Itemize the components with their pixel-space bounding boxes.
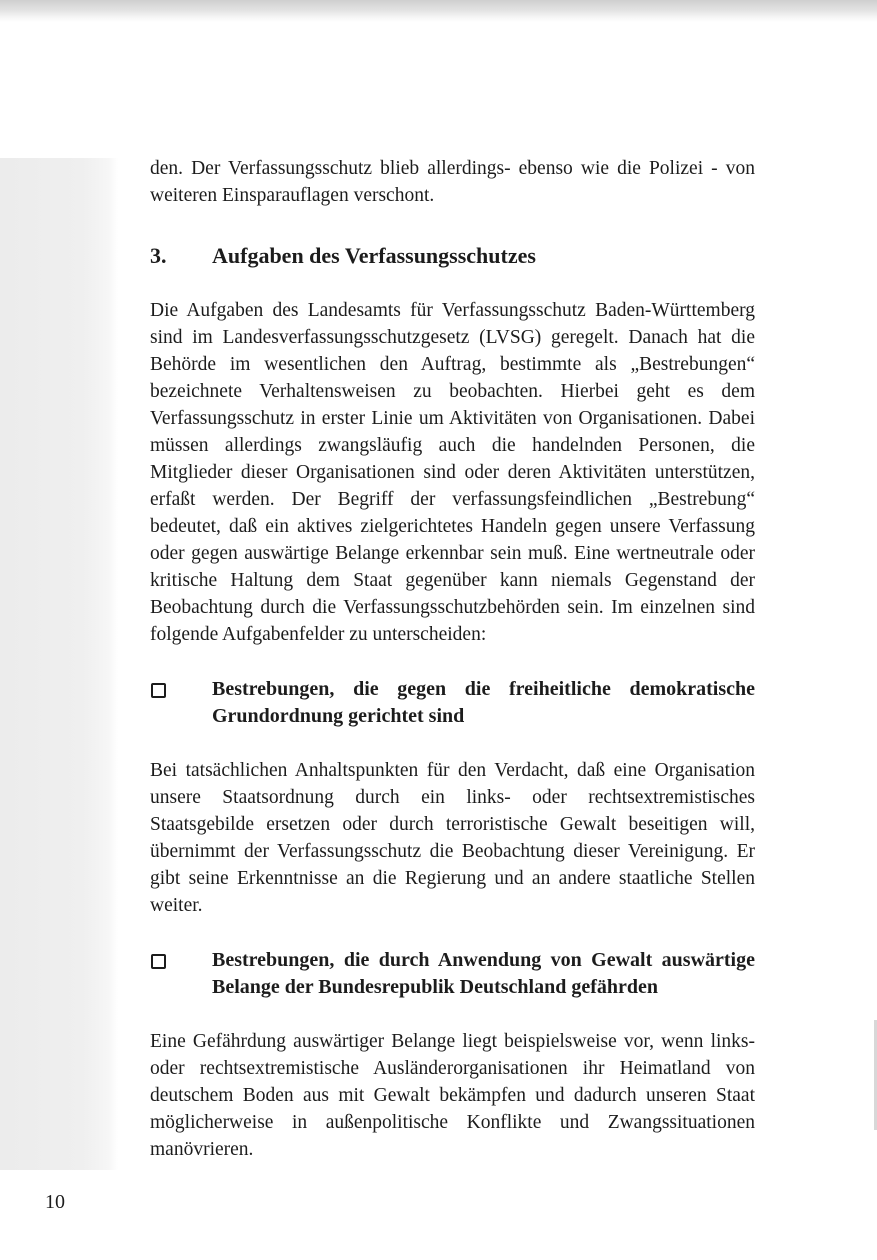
section-title: Aufgaben des Verfassungsschutzes bbox=[212, 243, 536, 268]
subsection-title-1: Bestrebungen, die gegen die freiheitliche demokratische Grundordnung gerichtet sind bbox=[212, 678, 755, 727]
checkbox-icon bbox=[150, 676, 212, 703]
page-number: 10 bbox=[45, 1191, 65, 1213]
subsection-body-2: Eine Gefährdung auswärtiger Belange liegt beispielsweise vor, wenn links- oder rechtsextremistische Ausländerorganisationen ihr Heimatland von deutschem Boden aus mit Gewalt bekämpfen und dadurch unseren Staat möglicherweise in außenpolitische Konflikte und Zwangssituationen manövrieren. bbox=[150, 1031, 755, 1160]
page-content bbox=[150, 155, 755, 1163]
subsection-heading-1 bbox=[150, 676, 755, 730]
subsection-title-2: Bestrebungen, die durch Anwendung von Gewalt auswärtige Belange der Bundesrepublik Deutschland gefährden bbox=[212, 949, 755, 998]
section-heading bbox=[150, 242, 755, 270]
checkbox-icon bbox=[150, 947, 212, 974]
section-number: 3. bbox=[150, 243, 167, 268]
subsection-heading-2 bbox=[150, 947, 755, 1001]
scan-left-shadow bbox=[0, 158, 118, 1170]
intro-paragraph: den. Der Verfassungsschutz blieb allerdings- ebenso wie die Polizei - von weiteren Einsparauflagen verschont. bbox=[150, 158, 755, 206]
subsection-body-1: Bei tatsächlichen Anhaltspunkten für den Verdacht, daß eine Organisation unsere Staatsordnung durch ein links- oder rechtsextremistisches Staatsgebilde ersetzen oder durch terroristische Gewalt beseitigen will, übernimmt der Verfassungsschutz die Beobachtung dieser Vereinigung. Er gibt seine Erkenntnisse an die Regierung und an andere staatliche Stellen weiter. bbox=[150, 760, 755, 916]
scan-top-edge bbox=[0, 0, 877, 22]
section-body-paragraph: Die Aufgaben des Landesamts für Verfassungsschutz Baden-Württemberg sind im Landesverfassungsschutzgesetz (LVSG) geregelt. Danach hat die Behörde im wesentlichen den Auftrag, bestimmte als „Bestrebungen“ bezeichnete Verhaltensweisen zu beobachten. Hierbei geht es dem Verfassungsschutz in erster Linie um Aktivitäten von Organisationen. Dabei müssen allerdings zwangsläufig auch die handelnden Personen, die Mitglieder dieser Organisationen sind oder deren Aktivitäten unterstützen, erfaßt werden. Der Begriff der verfassungsfeindlichen „Bestrebung“ bedeutet, daß ein aktives zielgerichtetes Handeln gegen unsere Verfassung oder gegen auswärtige Belange erkennbar sein muß. Eine wertneutrale oder kritische Haltung dem Staat gegenüber kann niemals Gegenstand der Beobachtung durch die Verfassungsschutzbehörden sein. Im einzelnen sind folgende Aufgabenfelder zu unterscheiden: bbox=[150, 300, 755, 645]
